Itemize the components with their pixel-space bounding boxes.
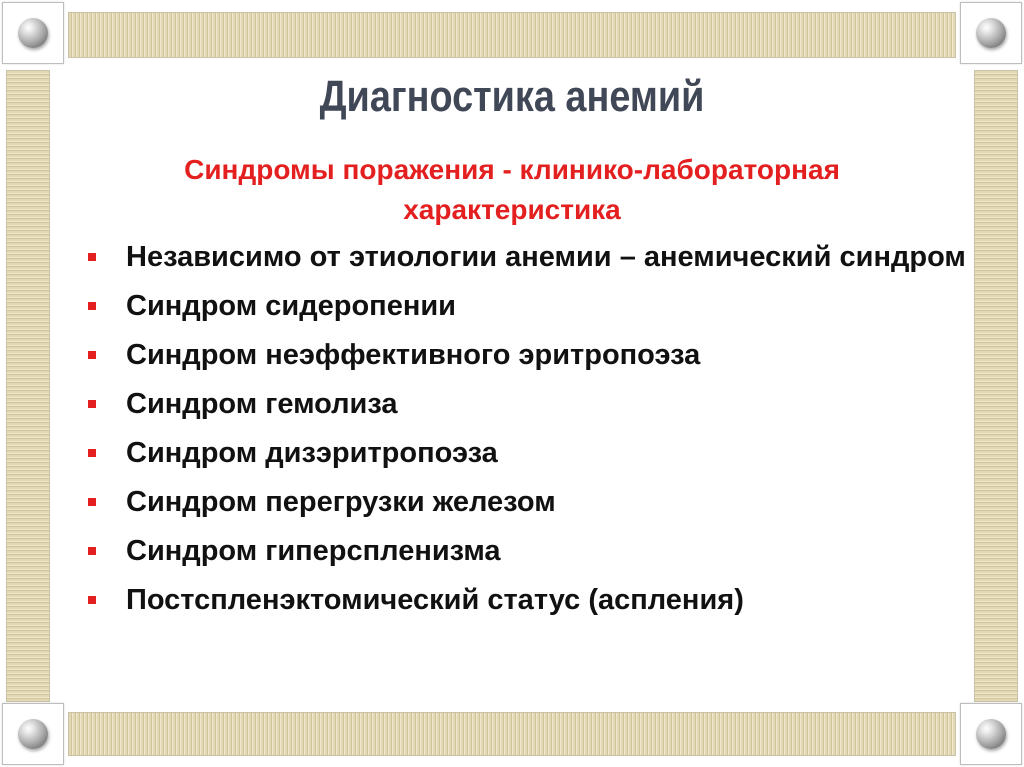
square-bullet-icon [88, 449, 96, 457]
square-bullet-icon [88, 498, 96, 506]
list-item-label: Синдром сидеропении [126, 290, 456, 322]
list-item-label: Синдром дизэритропоэза [126, 437, 498, 469]
slide-title: Диагностика анемий [319, 72, 705, 121]
frame-corner-bottom-left [2, 703, 64, 765]
list-item-label: Синдром гемолиза [126, 388, 398, 420]
rivet-icon [18, 719, 48, 749]
square-bullet-icon [88, 400, 96, 408]
list-item [86, 481, 986, 523]
list-item [86, 334, 986, 376]
list-item [86, 383, 986, 425]
frame-corner-top-right [960, 2, 1022, 64]
square-bullet-icon [88, 596, 96, 604]
frame-left-border [6, 70, 50, 702]
rivet-icon [18, 18, 48, 48]
list-item [86, 236, 986, 278]
frame-corner-top-left [2, 2, 64, 64]
list-item-label: Синдром перегрузки железом [126, 486, 556, 518]
list-item-label: Синдром неэффективного эритропоэза [126, 339, 701, 371]
slide-subtitle: Синдромы поражения - клинико-лабораторная характеристика [184, 154, 840, 225]
frame-bottom-border [68, 712, 956, 756]
list-item [86, 530, 986, 572]
rivet-icon [976, 719, 1006, 749]
list-item [86, 285, 986, 327]
syndrome-list [86, 236, 986, 628]
square-bullet-icon [88, 253, 96, 261]
frame-top-border [68, 12, 956, 58]
square-bullet-icon [88, 547, 96, 555]
list-item [86, 579, 986, 621]
list-item [86, 432, 986, 474]
list-item-label: Синдром гиперспленизма [126, 535, 501, 567]
square-bullet-icon [88, 351, 96, 359]
square-bullet-icon [88, 302, 96, 310]
frame-corner-bottom-right [960, 703, 1022, 765]
list-item-label: Независимо от этиологии анемии – анемический синдром [126, 241, 966, 273]
list-item-label: Постспленэктомический статус (аспления) [126, 584, 744, 616]
rivet-icon [976, 18, 1006, 48]
